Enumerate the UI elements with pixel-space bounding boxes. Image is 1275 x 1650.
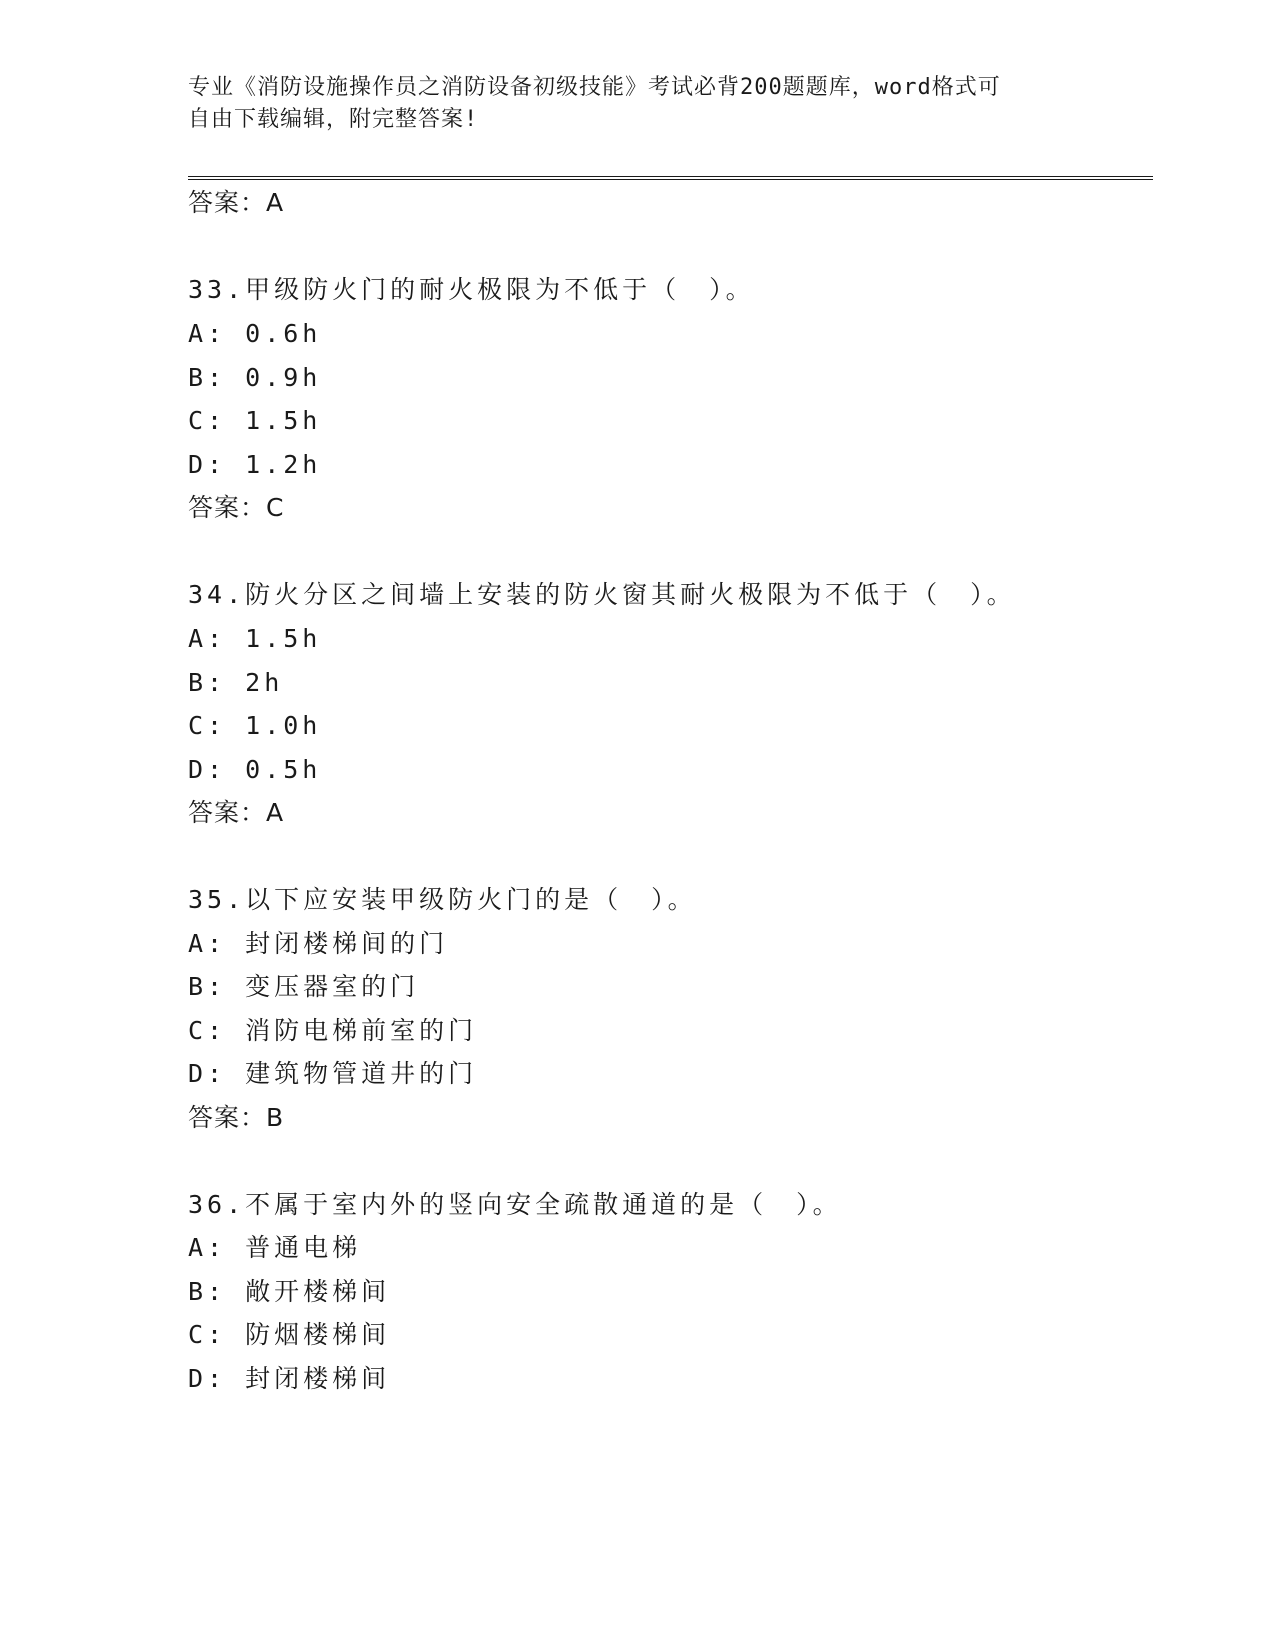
document-header	[188, 72, 1068, 136]
question-36-option-d: D: 封闭楼梯间	[188, 1364, 391, 1393]
question-33-option-d: D: 1.2h	[188, 450, 322, 479]
question-36-option-b: B: 敞开楼梯间	[188, 1277, 391, 1306]
previous-answer: 答案：A	[188, 188, 285, 217]
question-35-stem: 35.以下应安装甲级防火门的是（ ）。	[188, 885, 697, 914]
question-34-option-c: C: 1.0h	[188, 711, 322, 740]
question-35-option-b: B: 变压器室的门	[188, 972, 420, 1001]
question-34-option-b: B: 2h	[188, 668, 284, 697]
question-36-option-c: C: 防烟楼梯间	[188, 1320, 391, 1349]
question-35-answer: 答案：B	[188, 1103, 285, 1132]
header-line-1: 专业《消防设施操作员之消防设备初级技能》考试必背200题题库，word格式可	[188, 75, 1001, 100]
question-36-stem: 36.不属于室内外的竖向安全疏散通道的是（ ）。	[188, 1190, 842, 1219]
question-35-option-a: A: 封闭楼梯间的门	[188, 929, 449, 958]
question-33-option-c: C: 1.5h	[188, 406, 322, 435]
header-line-2: 自由下载编辑，附完整答案!	[188, 107, 479, 132]
question-33-answer: 答案：C	[188, 493, 285, 522]
question-36-option-a: A: 普通电梯	[188, 1233, 362, 1262]
question-34-option-d: D: 0.5h	[188, 755, 322, 784]
question-34-answer: 答案：A	[188, 798, 285, 827]
question-33-option-b: B: 0.9h	[188, 363, 322, 392]
question-34-stem: 34.防火分区之间墙上安装的防火窗其耐火极限为不低于（ ）。	[188, 580, 1016, 609]
question-33-option-a: A: 0.6h	[188, 319, 322, 348]
question-35-option-c: C: 消防电梯前室的门	[188, 1016, 478, 1045]
question-35-option-d: D: 建筑物管道井的门	[188, 1059, 478, 1088]
question-33-stem: 33.甲级防火门的耐火极限为不低于（ ）。	[188, 275, 755, 304]
question-34-option-a: A: 1.5h	[188, 624, 322, 653]
header-divider	[188, 176, 1153, 180]
